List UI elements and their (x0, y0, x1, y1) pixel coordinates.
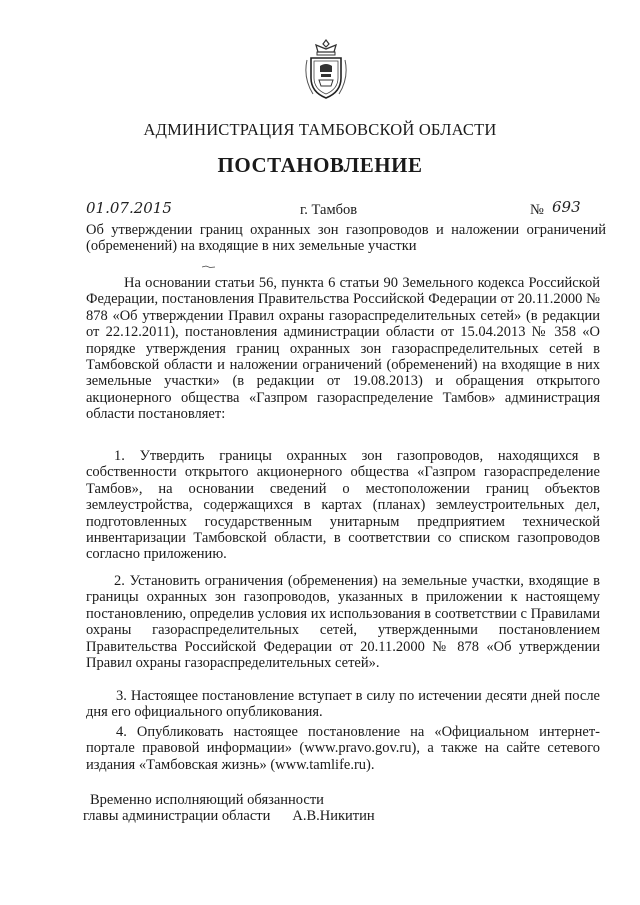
document-type-heading: ПОСТАНОВЛЕНИЕ (217, 153, 423, 177)
handwritten-date: 01.07.2015 (86, 199, 172, 217)
preamble-paragraph: На основании статьи 56, пункта 6 статьи 90 Земельного кодекса Российской Федерации, постановления Правительства Российской Федерации от 20.11.2000 № 878 «Об утверждении Правил охраны газораспределительных сетей» (в редакции от 22.12.2011), постановления администрации области от 15.04.2013 № 358 «О порядке утверждения границ охранных зон газораспределительных сетей в Тамбовской области и наложении ограничений (обременений) на входящие в них земельные участки» (в редакции от 19.08.2013) и обращения открытого акционерного общества «Газпром газораспределение Тамбов» администрация области постановляет: (86, 275, 600, 423)
signatory-position-line1: Временно исполняющий обязанности (90, 792, 324, 808)
pen-mark-icon (202, 265, 216, 269)
coat-of-arms-icon (303, 38, 349, 100)
clause-3: 3. Настоящее постановление вступает в силу по истечении десяти дней после дня его официального опубликования. (86, 688, 600, 721)
organization-title: АДМИНИСТРАЦИЯ ТАМБОВСКОЙ ОБЛАСТИ (143, 120, 497, 139)
number-prefix: № (530, 202, 544, 218)
city: г. Тамбов (300, 202, 358, 218)
signatory-name: А.В.Никитин (292, 808, 375, 824)
clause-1: 1. Утвердить границы охранных зон газопроводов, находящихся в собственности открытого акционерного общества «Газпром газораспределение Тамбов», на основании сведений о местоположении границ объектов землеустройства, содержащихся в картах (планах) землеустроительных дел, подготовленных государственным унитарным предприятием технической инвентаризации Тамбовской области, в соответствии со списком газопроводов согласно приложению. (86, 448, 600, 563)
clause-4: 4. Опубликовать настоящее постановление на «Официальном интернет-портале правовой информации» (www.pravo.gov.ru), а также на сайте сетевого издания «Тамбовская жизнь» (www.tamlife.ru). (86, 724, 600, 773)
signatory-position-text: главы администрации области (83, 808, 271, 824)
clause-2: 2. Установить ограничения (обременения) на земельные участки, входящие в границы охранных зон газопроводов, указанных в приложении к настоящему постановлению, определив условия их использования в соответствии с Правилами охраны газораспределительных сетей, утвержденными постановлением Правительства Российской Федерации от 20.11.2000 № 878 «Об утверждении Правил охраны газораспределительных сетей». (86, 573, 600, 672)
document-subject: Об утверждении границ охранных зон газопроводов и наложении ограничений (обременений) на входящие в них земельные участки (86, 222, 606, 254)
signatory-position-line2 (83, 808, 375, 825)
handwritten-number: 693 (552, 198, 581, 216)
